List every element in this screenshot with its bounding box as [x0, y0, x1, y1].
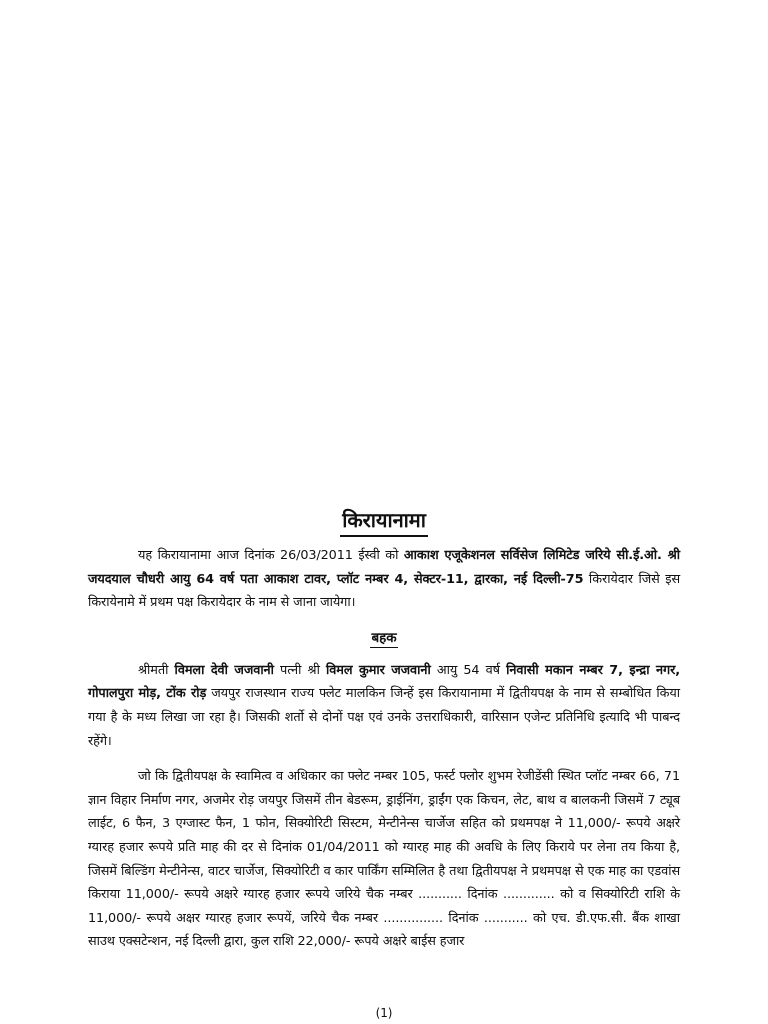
owner-name: विमला देवी जजवानी	[174, 662, 274, 678]
owner-text-4: जयपुर राजस्थान राज्य फ्लेट मालकिन जिन्हें इस किरायानामा में द्वितीयपक्ष के नाम से सम्बोधित किया गया है के मध्य लिखा जा रहा है। जिसकी शर्तो से दोनों पक्ष एवं उनके उत्तराधिकारी, वारिसान एजेन्ट प्रतिनिधि इत्यादि भी पाबन्द रहेंगे।	[88, 686, 680, 749]
husband-name: विमल कुमार जजवानी	[325, 662, 431, 678]
intro-text-2: किरायेदार जिसे इस किरायेनामे में प्रथम पक्ष किरायेदार के नाम से जाना जायेगा।	[88, 571, 680, 611]
owner-text-3: आयु 54 वर्ष	[430, 662, 507, 678]
owner-text-1: श्रीमती	[138, 662, 175, 678]
document-title	[88, 506, 680, 540]
intro-paragraph	[88, 544, 680, 615]
subheading-text: बहक	[371, 629, 397, 646]
document-page	[88, 506, 680, 1024]
subheading	[88, 626, 680, 650]
intro-party-name: आकाश एजूकेशनल सर्विसेज लिमिटेड जरिये सी.ई.ओ. श्री जयदयाल चौधरी आयु 64 वर्ष पता आकाश टावर, प्लॉट नम्बर 4, सेक्टर-11, द्वारका, नई दिल्ली-75	[88, 548, 680, 587]
page-number: (1)	[375, 1006, 393, 1020]
document-title-text: किरायानामा	[340, 506, 428, 537]
owner-paragraph	[88, 659, 680, 753]
intro-text-1: यह किरायानामा आज दिनांक 26/03/2011 ईस्वी को	[138, 548, 404, 563]
owner-text-2: पत्नी श्री	[273, 662, 326, 678]
terms-paragraph: जो कि द्वितीयपक्ष के स्वामित्व व अधिकार का फ्लेट नम्बर 105, फर्स्ट फ्लोर शुभम रेजीडेंसी स्थित प्लॉट नम्बर 66, 71 ज्ञान विहार निर्माण नगर, अजमेर रोड़ जयपुर जिसमें तीन बेडरूम, ड्राईनिंग, ड्राईंग एक किचन, लेट, बाथ व बालकनी जिसमें 7 ट्यूब लाईट, 6 फैन, 3 एग्जास्ट फैन, 1 फोन, सिक्योरिटी सिस्टम, मेन्टीनेन्स चार्जेज सहित को प्रथमपक्ष ने 11,000/- रूपये अक्षरे ग्यारह हजार रूपये प्रति माह की दर से दिनांक 01/04/2011 को ग्यारह माह की अवधि के लिए किराये पर लेना तय किया है, जिसमें बिल्डिंग मेन्टीनेन्स, वाटर चार्जेज, सिक्योरिटी व कार पार्किंग सम्मिलित है तथा द्वितीयपक्ष ने प्रथमपक्ष से एक माह का एडवांस किराया 11,000/- रूपये अक्षरे ग्यारह हजार रूपये जरिये चैक नम्बर ........... दिनांक ............. को व सिक्योरिटी राशि के 11,000/- रूपये अक्षर ग्यारह हजार रूपयें, जरिये चैक नम्बर ............... दिनांक ........... को एच. डी.एफ.सी. बैंक शाखा साउथ एक्सटेन्शन, नई दिल्ली द्वारा, कुल राशि 22,000/- रूपये अक्षरे बाईस हजार	[88, 769, 680, 950]
owner-address: निवासी मकान नम्बर 7, इन्द्रा नगर, गोपालपुरा मोड़, टोंक रोड़	[88, 662, 680, 702]
